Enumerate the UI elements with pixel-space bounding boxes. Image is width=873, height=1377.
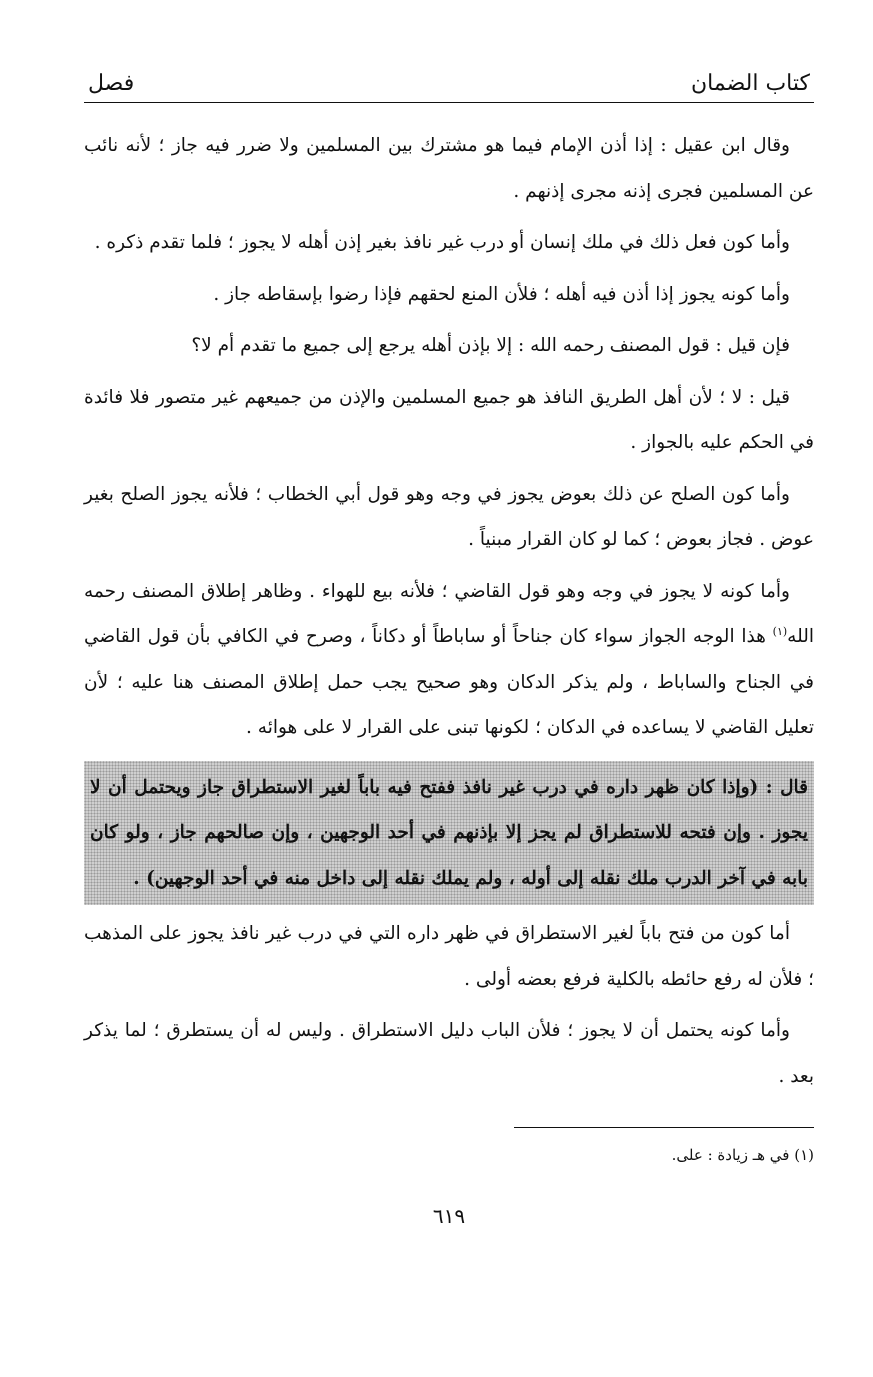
paragraph: وقال ابن عقيل : إذا أذن الإمام فيما هو مشترك بين المسلمين ولا ضرر فيه جاز ؛ لأنه نائب عن المسلمين فجرى إذنه مجرى إذنهم .: [84, 135, 814, 202]
book-page: [84, 52, 814, 1228]
paragraph: قيل : لا ؛ لأن أهل الطريق النافذ هو جميع المسلمين والإذن من جميعهم غير متصور فلا فائدة في الحكم عليه بالجواز .: [84, 386, 814, 453]
main-text: [84, 123, 814, 1099]
footnote-divider: [514, 1127, 814, 1128]
paragraph: وأما كون الصلح عن ذلك بعوض يجوز في وجه وهو قول أبي الخطاب ؛ فلأنه يجوز الصلح بغير عوض . فجاز بعوض ؛ كما لو كان القرار مبنياً .: [84, 483, 814, 550]
paragraph-text-start: وأما كونه لا يجوز في وجه وهو قول القاضي ؛ فلأنه بيع للهواء . وظاهر إطلاق المصنف رحمه الله: [84, 580, 814, 647]
paragraph: وأما كونه يحتمل أن لا يجوز ؛ فلأن الباب دليل الاستطراق . وليس له أن يستطرق ؛ لما يذكر بعد .: [84, 1020, 814, 1087]
book-title: كتاب الضمان: [691, 71, 810, 96]
matn-quote-block: قال : (وإذا كان ظهر داره في درب غير نافذ ففتح فيه باباً لغير الاستطراق جاز ويحتمل أن لا يجوز . وإن فتحه للاستطراق لم يجز إلا بإذنهم في أحد الوجهين ، وإن صالحهم جاز ، ولو كان بابه في آخر الدرب ملك نقله إلى أوله ، ولم يملك نقله إلى داخل منه في أحد الوجهين) .: [84, 761, 814, 906]
paragraph: وأما كون فعل ذلك في ملك إنسان أو درب غير نافذ بغير إذن أهله لا يجوز ؛ فلما تقدم ذكره .: [94, 232, 790, 253]
paragraph-text-end: هذا الوجه الجواز سواء كان جناحاً أو ساباطاً أو دكاناً ، وصرح في الكافي بأن قول القاضي في الجناح والساباط ، ولم يذكر الدكان وهو صحيح يجب حمل إطلاق المصنف هنا عليه ؛ لأن تعليل القاضي لا يساعده في الدكان ؛ لكونها تبنى على القرار لا على هوائه .: [84, 626, 814, 738]
paragraph: وأما كونه يجوز إذا أذن فيه أهله ؛ فلأن المنع لحقهم فإذا رضوا بإسقاطه جاز .: [213, 283, 790, 305]
paragraph-with-footnote-ref: [84, 569, 814, 751]
paragraph: أما كون من فتح باباً لغير الاستطراق في ظهر داره التي في درب غير نافذ يجوز على المذهب ؛ فلأن له رفع حائطه بالكلية فرفع بعضه أولى .: [84, 923, 814, 990]
footnote-reference[interactable]: (١): [772, 624, 788, 638]
section-title: فصل: [88, 71, 135, 96]
running-header: [84, 52, 814, 103]
footnote: (١) في هـ زيادة : على.: [671, 1146, 814, 1164]
paragraph: فإن قيل : قول المصنف رحمه الله : إلا بإذن أهله يرجع إلى جميع ما تقدم أم لا؟: [191, 335, 790, 356]
page-number: ٦١٩: [432, 1204, 466, 1228]
